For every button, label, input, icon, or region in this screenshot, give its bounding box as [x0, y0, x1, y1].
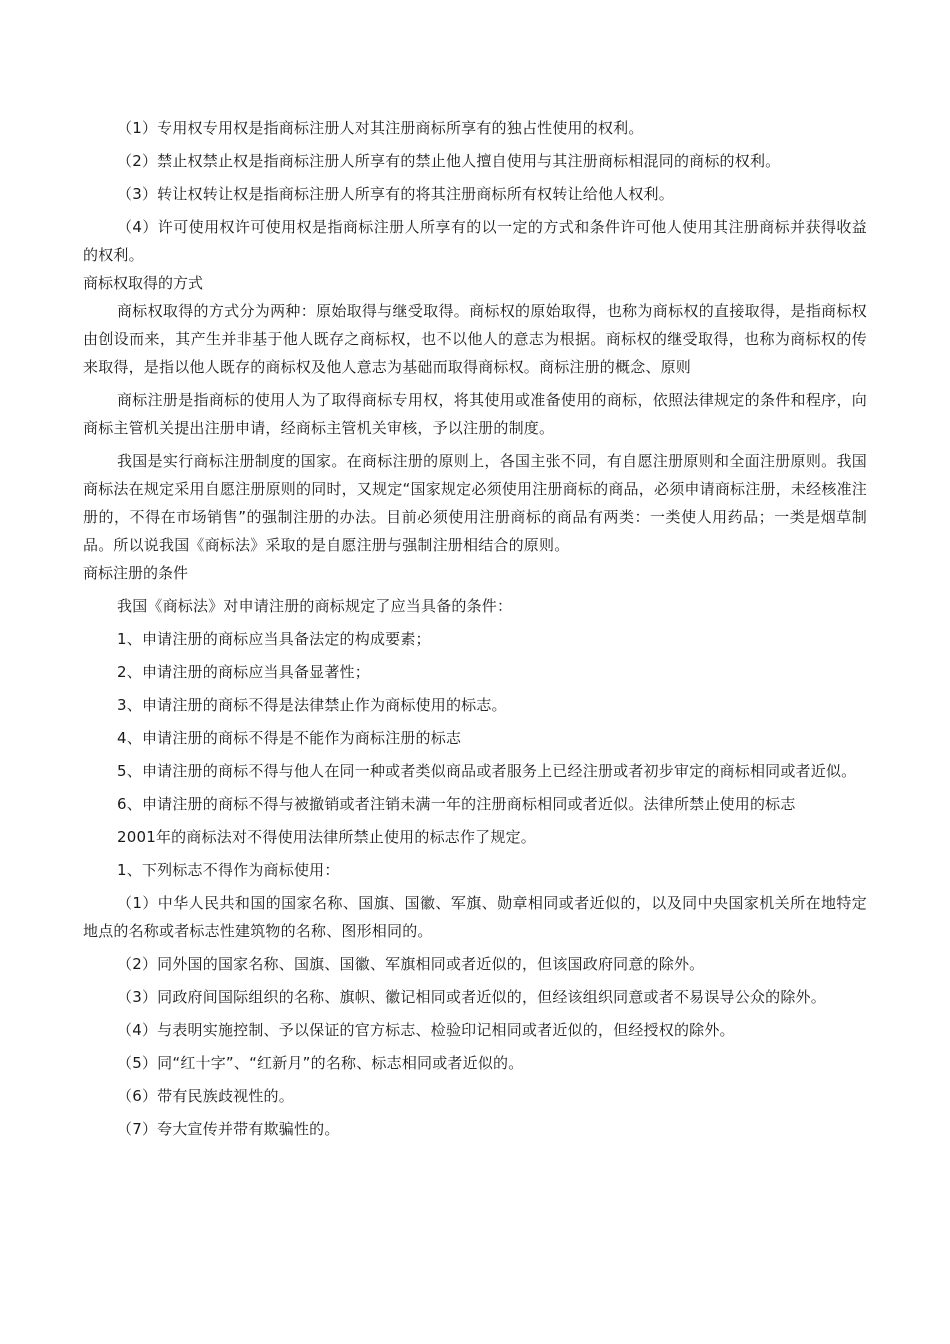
paragraph-acquisition-methods: 商标权取得的方式分为两种：原始取得与继受取得。商标权的原始取得，也称为商标权的直接取得，是指商标权由创设而来，其产生并非基于他人既存之商标权，也不以他人的意志为根据。商标权的继受取得，也称为商标权的传来取得，是指以他人既存的商标权及他人意志为基础而取得商标权。商标注册的概念、原则 — [83, 302, 867, 376]
paragraph-exclusive-right: （1）专用权专用权是指商标注册人对其注册商标所享有的独占性使用的权利。 — [117, 119, 644, 137]
paragraph-prohibition-right: （2）禁止权禁止权是指商标注册人所享有的禁止他人擅自使用与其注册商标相混同的商标的权利。 — [117, 152, 781, 170]
sub-item-2: （2）同外国的国家名称、国旗、国徽、军旗相同或者近似的，但该国政府同意的除外。 — [117, 955, 705, 973]
sub-item-1: （1）中华人民共和国的国家名称、国旗、国徽、军旗、勋章相同或者近似的，以及同中央国家机关所在地特定地点的名称或者标志性建筑物的名称、图形相同的。 — [83, 894, 867, 940]
paragraph-registration-principles: 我国是实行商标注册制度的国家。在商标注册的原则上，各国主张不同，有自愿注册原则和全面注册原则。我国商标法在规定采用自愿注册原则的同时，又规定“国家规定必须使用注册商标的商品，必须申请商标注册，未经核准注册的，不得在市场销售”的强制注册的办法。目前必须使用注册商标的商品有两类：一类使人用药品；一类是烟草制品。所以说我国《商标法》采取的是自愿注册与强制注册相结合的原则。 — [83, 452, 867, 554]
list-item-condition-5: 5、申请注册的商标不得与他人在同一种或者类似商品或者服务上已经注册或者初步审定的商标相同或者近似。 — [117, 762, 857, 780]
heading-acquisition-methods: 商标权取得的方式 — [83, 274, 204, 292]
sub-item-3: （3）同政府间国际组织的名称、旗帜、徽记相同或者近似的，但经该组织同意或者不易误导公众的除外。 — [117, 988, 826, 1006]
heading-registration-conditions: 商标注册的条件 — [83, 564, 189, 582]
list-item-condition-3: 3、申请注册的商标不得是法律禁止作为商标使用的标志。 — [117, 696, 507, 714]
sub-item-4: （4）与表明实施控制、予以保证的官方标志、检验印记相同或者近似的，但经授权的除外。 — [117, 1021, 735, 1039]
sub-item-5: （5）同“红十字”、“红新月”的名称、标志相同或者近似的。 — [117, 1054, 524, 1072]
list-item-condition-1: 1、申请注册的商标应当具备法定的构成要素； — [117, 630, 431, 648]
paragraph-license-right: （4）许可使用权许可使用权是指商标注册人所享有的以一定的方式和条件许可他人使用其注册商标并获得收益的权利。 — [83, 218, 867, 264]
paragraph-conditions-intro: 我国《商标法》对申请注册的商标规定了应当具备的条件： — [117, 597, 513, 615]
list-item-condition-4: 4、申请注册的商标不得是不能作为商标注册的标志 — [117, 729, 462, 747]
list-item-condition-6: 6、申请注册的商标不得与被撤销或者注销未满一年的注册商标相同或者近似。法律所禁止使用的标志 — [117, 795, 796, 813]
list-item-prohibited-marks: 1、下列标志不得作为商标使用： — [117, 861, 340, 879]
sub-item-6: （6）带有民族歧视性的。 — [117, 1087, 294, 1105]
paragraph-transfer-right: （3）转让权转让权是指商标注册人所享有的将其注册商标所有权转让给他人权利。 — [117, 185, 674, 203]
list-item-condition-2: 2、申请注册的商标应当具备显著性； — [117, 663, 370, 681]
sub-item-7: （7）夸大宣传并带有欺骗性的。 — [117, 1120, 340, 1138]
paragraph-registration-definition: 商标注册是指商标的使用人为了取得商标专用权，将其使用或准备使用的商标，依照法律规定的条件和程序，向商标主管机关提出注册申请，经商标主管机关审核，予以注册的制度。 — [83, 391, 867, 437]
document-page — [83, 114, 867, 1148]
paragraph-2001-law: 2001年的商标法对不得使用法律所禁止使用的标志作了规定。 — [117, 828, 536, 846]
